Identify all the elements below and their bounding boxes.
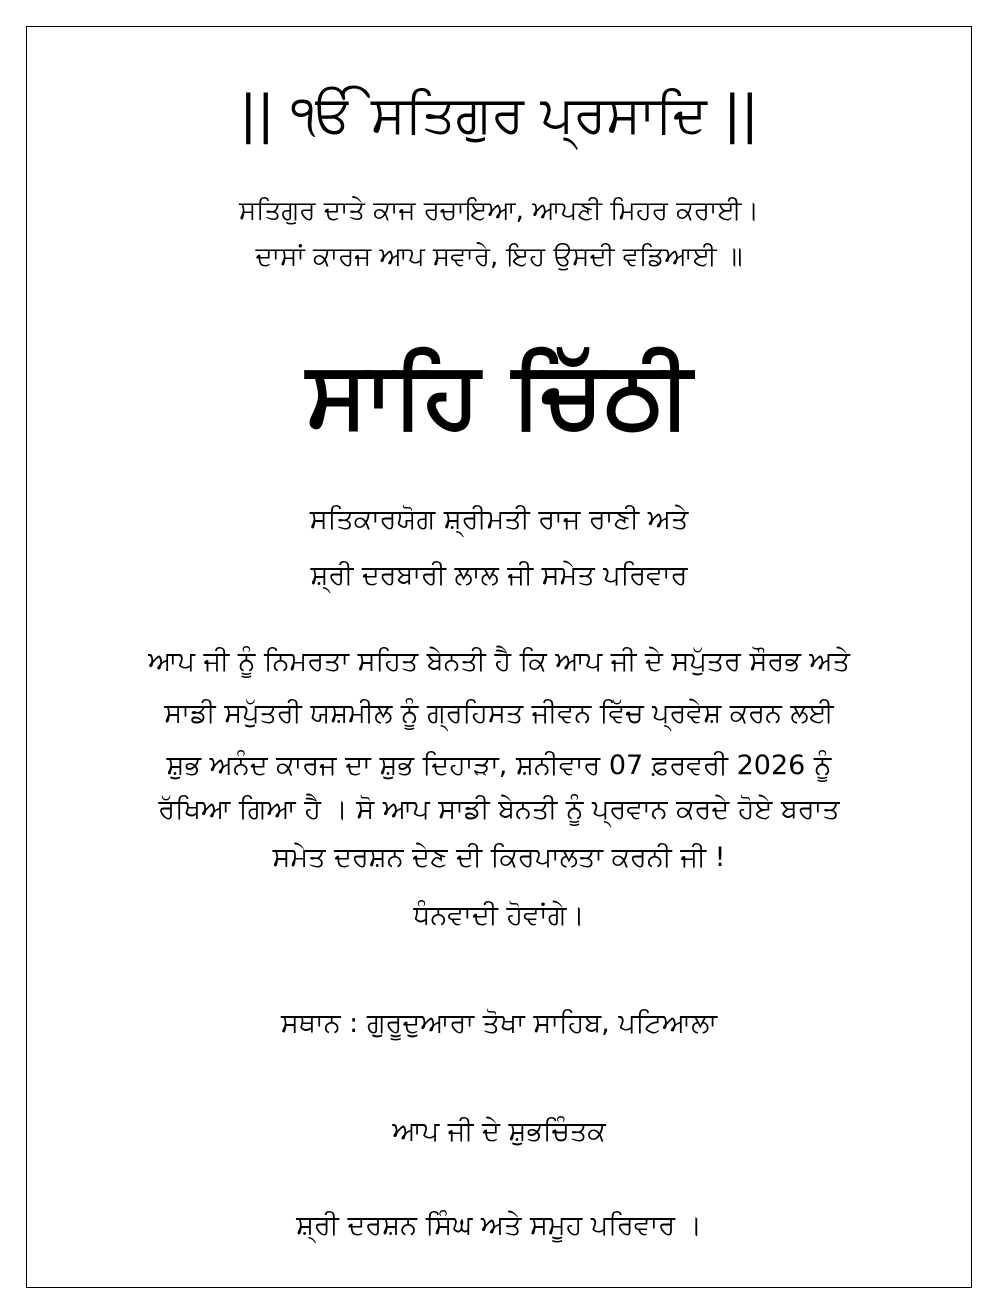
body-line-1: ਆਪ ਜੀ ਨੂੰ ਨਿਮਰਤਾ ਸਹਿਤ ਬੇਨਤੀ ਹੈ ਕਿ ਆਪ ਜੀ ਦੇ ਸਪੁੱਤਰ ਸੌਰਭ ਅਤੇ	[148, 646, 850, 677]
mool-mantar-heading: || ੴ ਸਤਿਗੁਰ ਪ੍ਰਸਾਦਿ ||	[239, 85, 759, 145]
addressee-line-1: ਸਤਿਕਾਰਯੋਗ ਸ਼੍ਰੀਮਤੀ ਰਾਜ ਰਾਣੀ ਅਤੇ	[309, 504, 689, 535]
addressee-line-2: ਸ਼੍ਰੀ ਦਰਬਾਰੀ ਲਾਲ ਜੀ ਸਮੇਤ ਪਰਿਵਾਰ	[310, 560, 688, 591]
venue-line: ਸਥਾਨ : ਗੁਰੂਦੁਆਰਾ ਤੋਖਾ ਸਾਹਿਬ, ਪਟਿਆਲਾ	[280, 1008, 718, 1039]
body-line-3: ਸ਼ੁਭ ਅਨੰਦ ਕਾਰਜ ਦਾ ਸ਼ੁਭ ਦਿਹਾੜਾ, ਸ਼ਨੀਵਾਰ 07 ਫ਼ਰਵਰੀ 2026 ਨੂੰ	[166, 750, 832, 781]
well-wisher-label: ਆਪ ਜੀ ਦੇ ਸ਼ੁਭਚਿੰਤਕ	[392, 1116, 606, 1147]
verse-line-2: ਦਾਸਾਂ ਕਾਰਜ ਆਪ ਸਵਾਰੇ, ਇਹ ਉਸਦੀ ਵਡਿਆਈ ॥	[255, 242, 743, 272]
body-line-5: ਸਮੇਤ ਦਰਸ਼ਨ ਦੇਣ ਦੀ ਕਿਰਪਾਲਤਾ ਕਰਨੀ ਜੀ !	[272, 842, 726, 873]
body-line-2: ਸਾਡੀ ਸਪੁੱਤਰੀ ਯਸ਼ਮੀਲ ਨੂੰ ਗ੍ਰਹਿਸਤ ਜੀਵਨ ਵਿੱਚ ਪ੍ਰਵੇਸ਼ ਕਰਨ ਲਈ	[164, 698, 834, 729]
body-line-4: ਰੱਖਿਆ ਗਿਆ ਹੈ । ਸੋ ਆਪ ਸਾਡੀ ਬੇਨਤੀ ਨੂੰ ਪ੍ਰਵਾਨ ਕਰਦੇ ਹੋਏ ਬਰਾਤ	[158, 794, 840, 825]
invitation-title: ਸਾਹਿ ਚਿੱਠੀ	[306, 341, 692, 448]
thanks-line: ਧੰਨਵਾਦੀ ਹੋਵਾਂਗੇ।	[413, 900, 585, 931]
verse-line-1: ਸਤਿਗੁਰ ਦਾਤੇ ਕਾਜ ਰਚਾਇਆ, ਆਪਣੀ ਮਿਹਰ ਕਰਾਈ।	[238, 196, 760, 226]
signatory-line: ਸ਼੍ਰੀ ਦਰਸ਼ਨ ਸਿੰਘ ਅਤੇ ਸਮੂਹ ਪਰਿਵਾਰ ।	[296, 1210, 702, 1241]
